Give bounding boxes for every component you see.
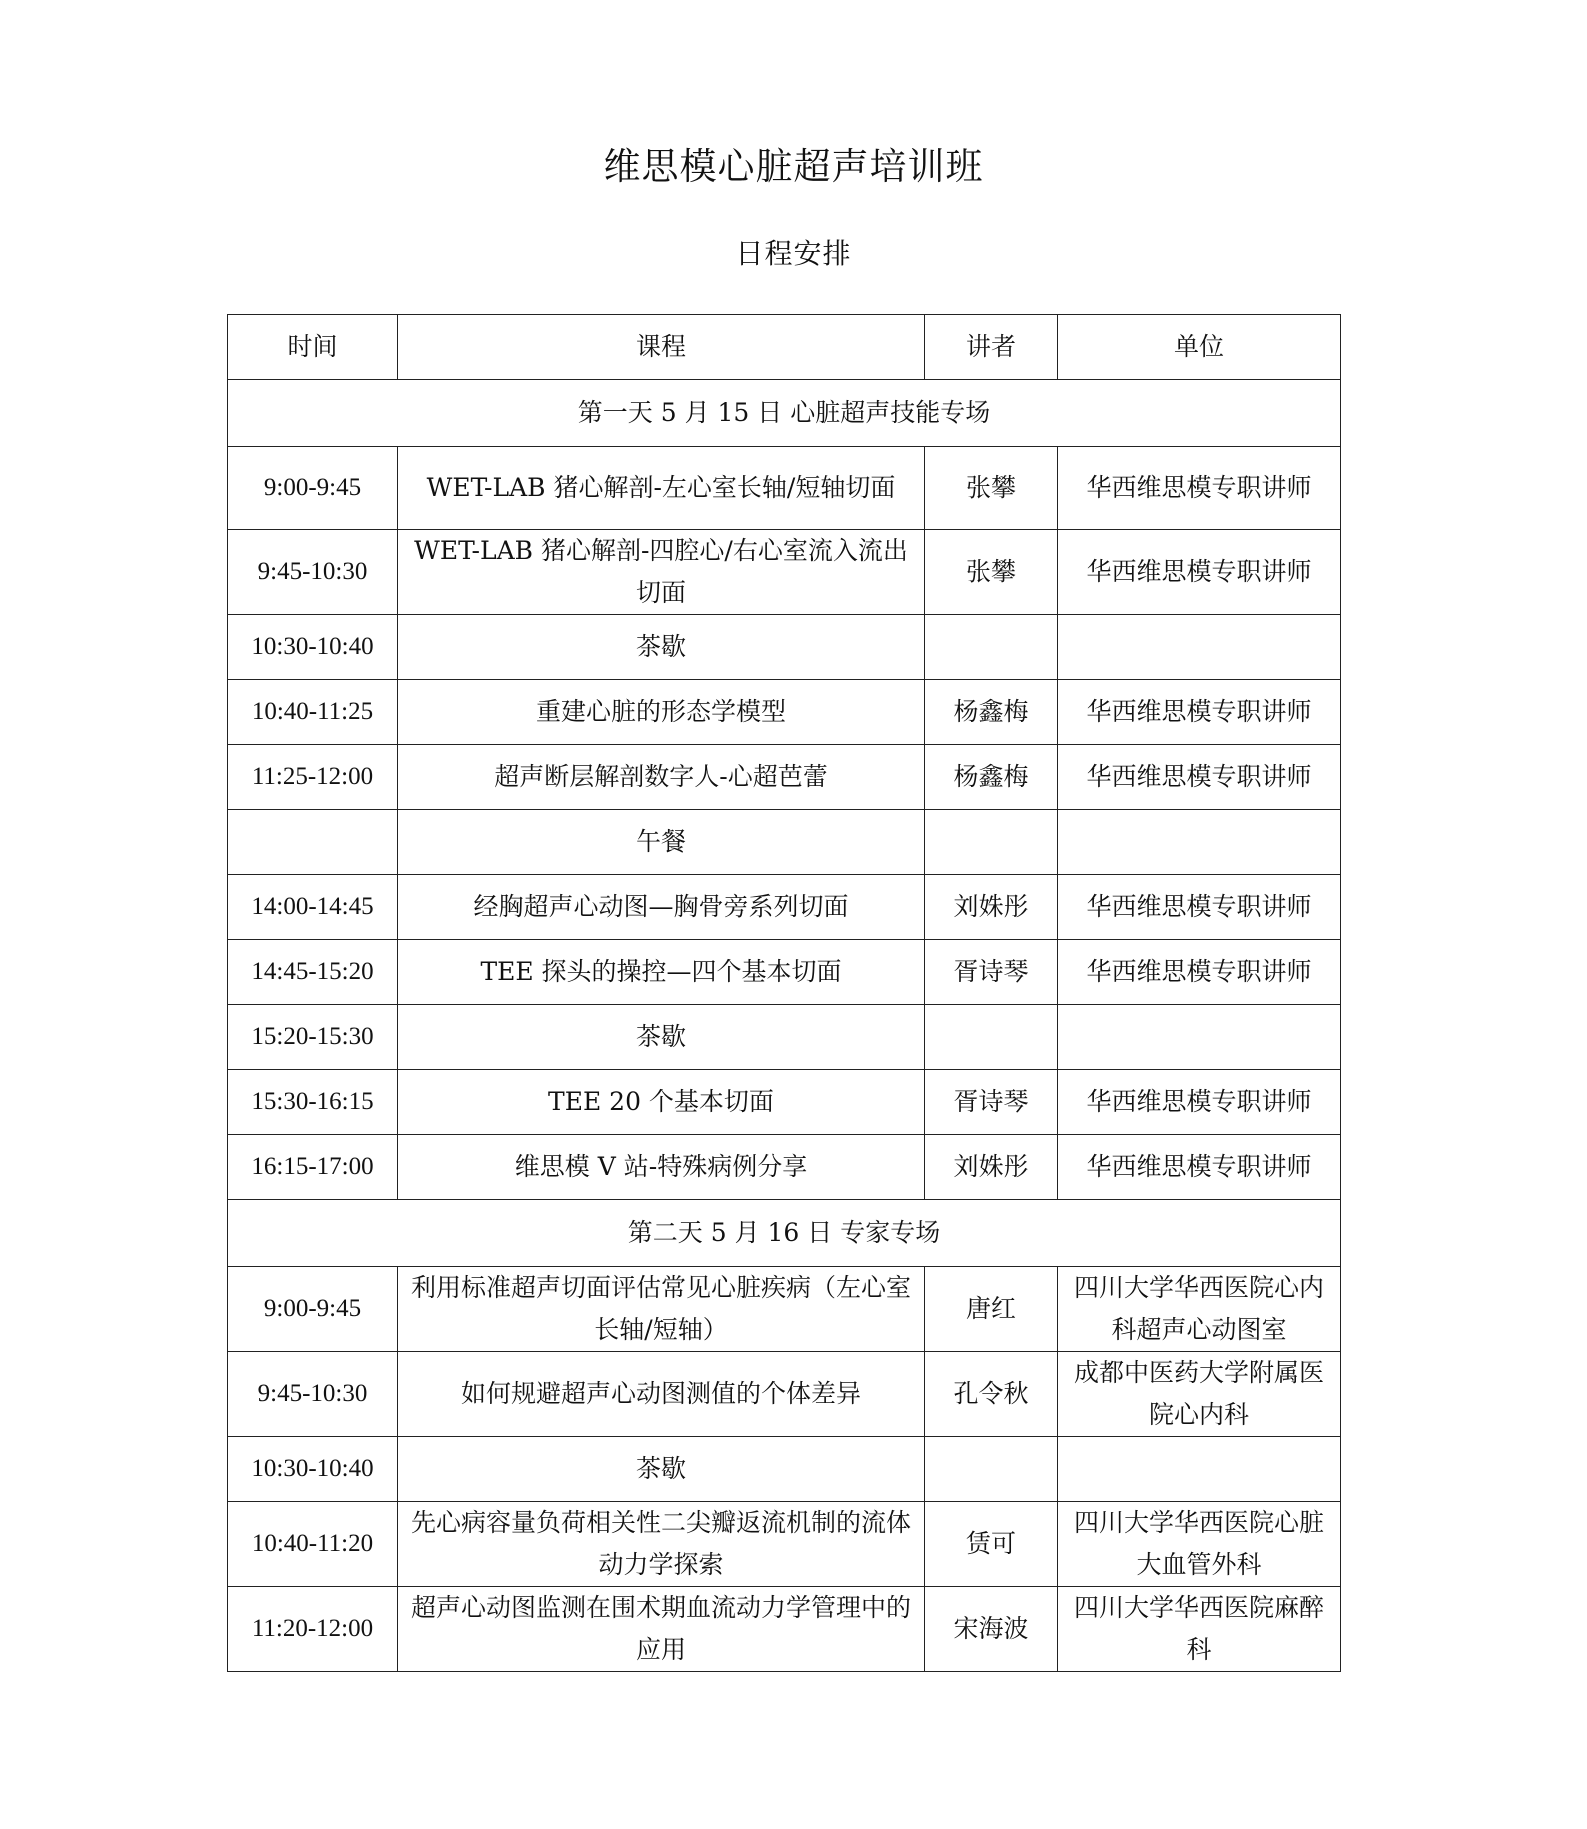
session-course: 超声断层解剖数字人-心超芭蕾 [398, 745, 925, 810]
session-speaker: 刘姝彤 [925, 875, 1058, 940]
session-unit [1058, 1437, 1341, 1502]
session-course: 维思模 V 站-特殊病例分享 [398, 1135, 925, 1200]
session-time: 10:30-10:40 [228, 1437, 398, 1502]
session-time: 11:25-12:00 [228, 745, 398, 810]
session-course: WET-LAB 猪心解剖-左心室长轴/短轴切面 [398, 447, 925, 530]
session-time: 10:40-11:20 [228, 1502, 398, 1587]
session-time: 9:45-10:30 [228, 1352, 398, 1437]
session-time [228, 810, 398, 875]
session-unit: 华西维思模专职讲师 [1058, 1070, 1341, 1135]
session-unit [1058, 810, 1341, 875]
session-speaker: 宋海波 [925, 1587, 1058, 1672]
session-speaker: 唐红 [925, 1267, 1058, 1352]
header-time: 时间 [228, 315, 398, 380]
session-speaker: 杨鑫梅 [925, 745, 1058, 810]
table-row [228, 1437, 1341, 1502]
session-speaker: 刘姝彤 [925, 1135, 1058, 1200]
table-row [228, 1070, 1341, 1135]
session-unit [1058, 1005, 1341, 1070]
table-row [228, 875, 1341, 940]
session-time: 10:40-11:25 [228, 680, 398, 745]
table-row [228, 1502, 1341, 1587]
table-row [228, 615, 1341, 680]
session-speaker: 赁可 [925, 1502, 1058, 1587]
table-row [228, 940, 1341, 1005]
day2-label: 第二天 5 月 16 日 专家专场 [228, 1200, 1341, 1267]
session-time: 10:30-10:40 [228, 615, 398, 680]
session-unit: 华西维思模专职讲师 [1058, 1135, 1341, 1200]
session-time: 9:00-9:45 [228, 447, 398, 530]
header-row [228, 315, 1341, 380]
table-row [228, 1135, 1341, 1200]
page-title: 维思模心脏超声培训班 [603, 145, 984, 188]
session-unit: 四川大学华西医院心内科超声心动图室 [1058, 1267, 1341, 1352]
session-unit: 华西维思模专职讲师 [1058, 530, 1341, 615]
page-subtitle: 日程安排 [735, 237, 852, 270]
session-speaker [925, 1005, 1058, 1070]
session-unit: 华西维思模专职讲师 [1058, 875, 1341, 940]
session-speaker [925, 615, 1058, 680]
session-course: 超声心动图监测在围术期血流动力学管理中的应用 [398, 1587, 925, 1672]
table-row [228, 810, 1341, 875]
session-time: 14:45-15:20 [228, 940, 398, 1005]
session-unit: 四川大学华西医院麻醉科 [1058, 1587, 1341, 1672]
session-unit: 成都中医药大学附属医院心内科 [1058, 1352, 1341, 1437]
session-course: WET-LAB 猪心解剖-四腔心/右心室流入流出切面 [398, 530, 925, 615]
session-unit: 华西维思模专职讲师 [1058, 745, 1341, 810]
session-unit: 华西维思模专职讲师 [1058, 940, 1341, 1005]
session-course: 茶歇 [398, 615, 925, 680]
table-row [228, 447, 1341, 530]
day-header-row [228, 380, 1341, 447]
session-course: 如何规避超声心动图测值的个体差异 [398, 1352, 925, 1437]
table-row [228, 1352, 1341, 1437]
header-speaker: 讲者 [925, 315, 1058, 380]
session-unit: 华西维思模专职讲师 [1058, 447, 1341, 530]
session-speaker: 张攀 [925, 530, 1058, 615]
header-course: 课程 [398, 315, 925, 380]
session-course: 茶歇 [398, 1437, 925, 1502]
session-speaker: 胥诗琴 [925, 940, 1058, 1005]
header-unit: 单位 [1058, 315, 1341, 380]
session-time: 16:15-17:00 [228, 1135, 398, 1200]
session-course: 先心病容量负荷相关性二尖瓣返流机制的流体动力学探索 [398, 1502, 925, 1587]
session-course: TEE 20 个基本切面 [398, 1070, 925, 1135]
table-row [228, 745, 1341, 810]
table-row [228, 680, 1341, 745]
session-time: 15:20-15:30 [228, 1005, 398, 1070]
session-unit: 华西维思模专职讲师 [1058, 680, 1341, 745]
session-speaker: 胥诗琴 [925, 1070, 1058, 1135]
session-time: 14:00-14:45 [228, 875, 398, 940]
session-time: 15:30-16:15 [228, 1070, 398, 1135]
table-row [228, 530, 1341, 615]
table-row [228, 1005, 1341, 1070]
session-speaker: 杨鑫梅 [925, 680, 1058, 745]
schedule-table [227, 314, 1341, 1672]
session-time: 11:20-12:00 [228, 1587, 398, 1672]
day-header-row [228, 1200, 1341, 1267]
session-course: 经胸超声心动图—胸骨旁系列切面 [398, 875, 925, 940]
session-time: 9:45-10:30 [228, 530, 398, 615]
session-unit [1058, 615, 1341, 680]
session-time: 9:00-9:45 [228, 1267, 398, 1352]
day1-label: 第一天 5 月 15 日 心脏超声技能专场 [228, 380, 1341, 447]
session-course: 重建心脏的形态学模型 [398, 680, 925, 745]
session-speaker: 孔令秋 [925, 1352, 1058, 1437]
session-course: 利用标准超声切面评估常见心脏疾病（左心室长轴/短轴） [398, 1267, 925, 1352]
session-speaker: 张攀 [925, 447, 1058, 530]
table-row [228, 1267, 1341, 1352]
session-course: 茶歇 [398, 1005, 925, 1070]
session-course: 午餐 [398, 810, 925, 875]
table-row [228, 1587, 1341, 1672]
session-speaker [925, 1437, 1058, 1502]
session-course: TEE 探头的操控—四个基本切面 [398, 940, 925, 1005]
session-speaker [925, 810, 1058, 875]
session-unit: 四川大学华西医院心脏大血管外科 [1058, 1502, 1341, 1587]
